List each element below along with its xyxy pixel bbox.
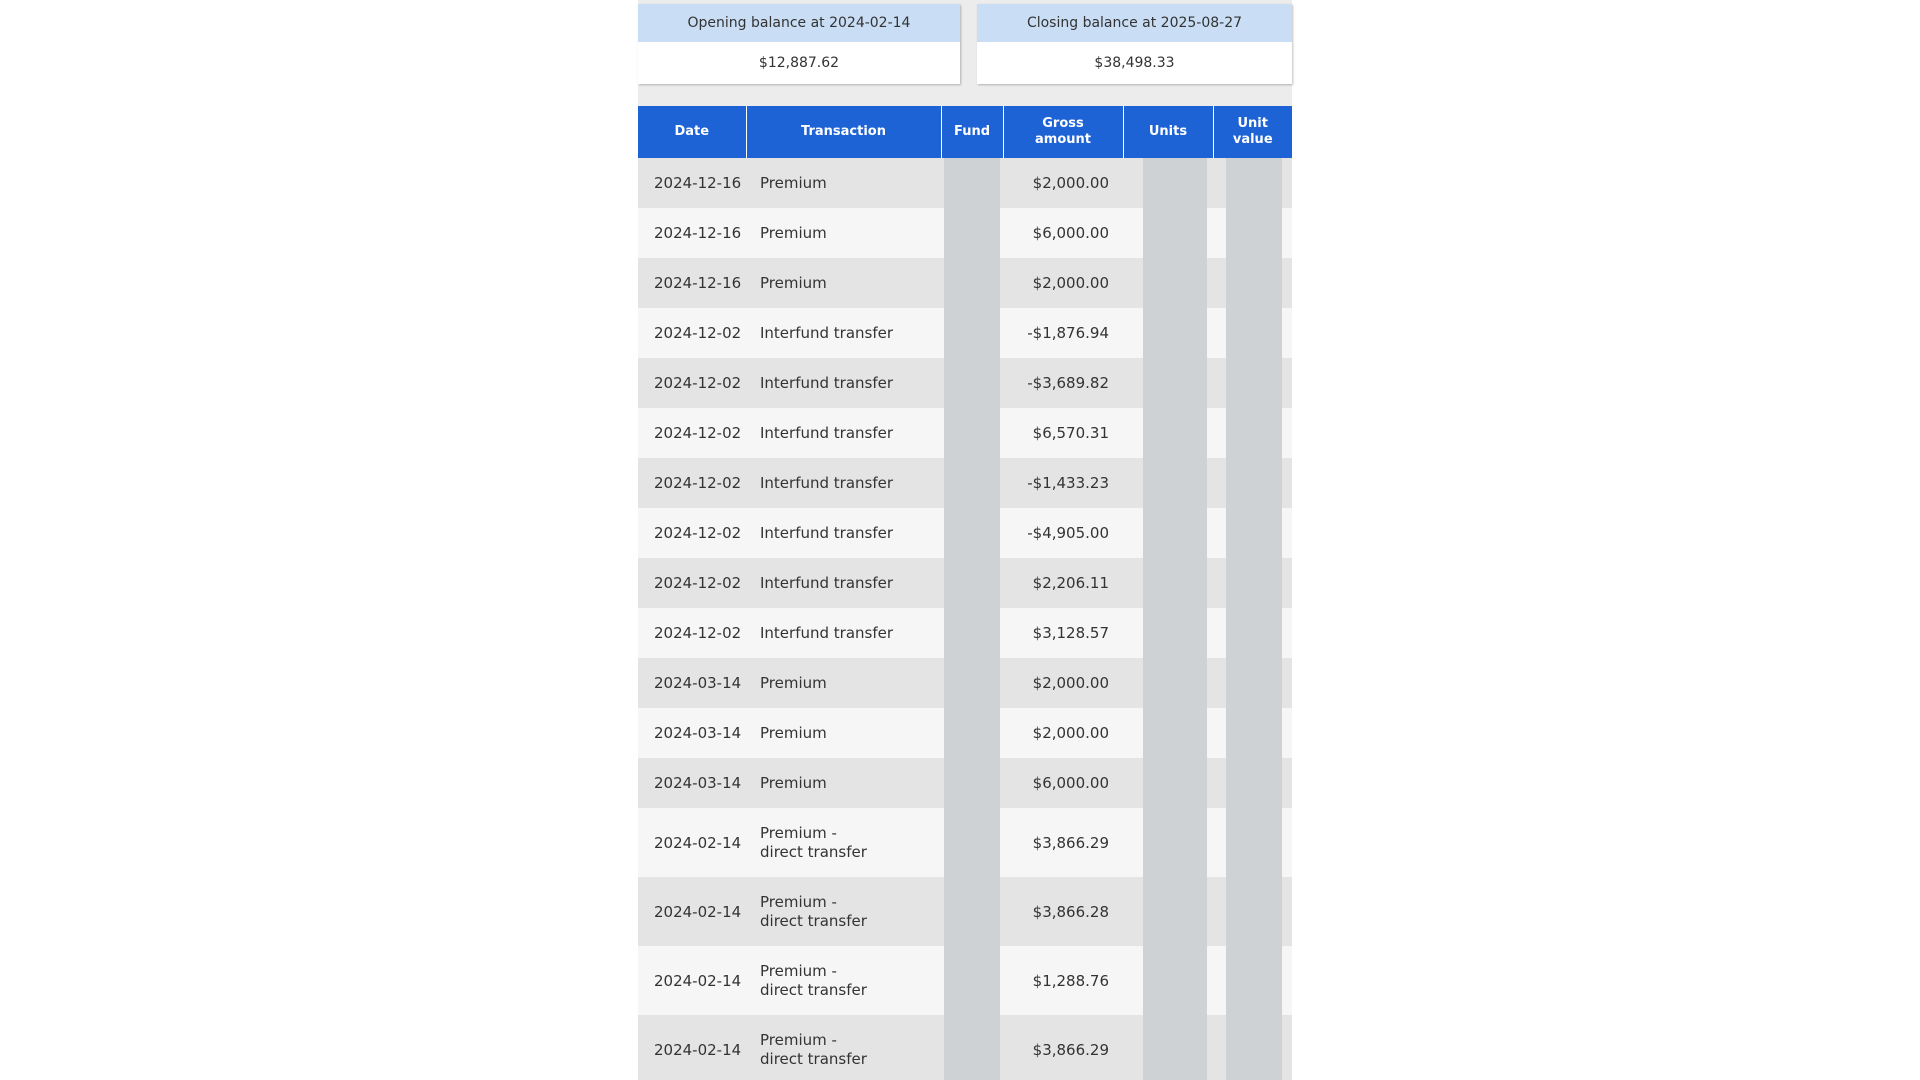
redaction-block (1226, 708, 1282, 758)
cell-fund-redacted (941, 358, 1003, 408)
cell-gross-amount: $1,288.76 (1003, 946, 1123, 1015)
cell-unit-value-redacted (1213, 946, 1292, 1015)
cell-date: 2024-03-14 (638, 708, 746, 758)
cell-date: 2024-02-14 (638, 877, 746, 946)
table-row (638, 946, 1292, 1015)
closing-balance-label: Closing balance at 2025-08-27 (977, 4, 1292, 42)
table-row (638, 708, 1292, 758)
redaction-block (1143, 708, 1207, 758)
cell-transaction: Premium (746, 208, 941, 258)
cell-fund-redacted (941, 758, 1003, 808)
cell-gross-amount: $2,000.00 (1003, 708, 1123, 758)
cell-units-redacted (1123, 258, 1213, 308)
cell-units-redacted (1123, 358, 1213, 408)
cell-date: 2024-03-14 (638, 658, 746, 708)
redaction-block (1226, 458, 1282, 508)
cell-units-redacted (1123, 158, 1213, 208)
cell-units-redacted (1123, 608, 1213, 658)
cell-gross-amount: $3,866.28 (1003, 877, 1123, 946)
table-row (638, 358, 1292, 408)
cell-fund-redacted (941, 508, 1003, 558)
redaction-block (1143, 158, 1207, 208)
redaction-block (1143, 558, 1207, 608)
cell-date: 2024-12-02 (638, 508, 746, 558)
redaction-block (1143, 946, 1207, 1015)
redaction-block (944, 758, 1000, 808)
column-header-unit-value[interactable]: Unit value (1213, 106, 1292, 158)
column-header-date[interactable]: Date (638, 106, 746, 158)
cell-date: 2024-12-02 (638, 608, 746, 658)
redaction-block (1226, 408, 1282, 458)
cell-transaction: Interfund transfer (746, 358, 941, 408)
redaction-block (944, 508, 1000, 558)
cell-transaction: Interfund transfer (746, 508, 941, 558)
redaction-block (1226, 758, 1282, 808)
cell-transaction: Premium - direct transfer (746, 1015, 941, 1080)
cell-fund-redacted (941, 558, 1003, 608)
cell-transaction: Interfund transfer (746, 458, 941, 508)
cell-gross-amount: $3,866.29 (1003, 808, 1123, 877)
redaction-block (1226, 608, 1282, 658)
cell-date: 2024-02-14 (638, 1015, 746, 1080)
cell-unit-value-redacted (1213, 608, 1292, 658)
cell-fund-redacted (941, 1015, 1003, 1080)
table-row (638, 308, 1292, 358)
cell-date: 2024-12-16 (638, 158, 746, 208)
cell-date: 2024-02-14 (638, 808, 746, 877)
table-row (638, 658, 1292, 708)
redaction-block (1226, 658, 1282, 708)
redaction-block (1143, 408, 1207, 458)
redaction-block (944, 208, 1000, 258)
cell-units-redacted (1123, 558, 1213, 608)
table-header-row (638, 106, 1292, 158)
opening-balance-label: Opening balance at 2024-02-14 (638, 4, 960, 42)
redaction-block (944, 658, 1000, 708)
cell-unit-value-redacted (1213, 208, 1292, 258)
cell-transaction: Premium - direct transfer (746, 946, 941, 1015)
cell-fund-redacted (941, 208, 1003, 258)
cell-transaction: Interfund transfer (746, 558, 941, 608)
table-row (638, 158, 1292, 208)
table-row (638, 877, 1292, 946)
cell-date: 2024-12-02 (638, 358, 746, 408)
cell-unit-value-redacted (1213, 658, 1292, 708)
cell-units-redacted (1123, 1015, 1213, 1080)
redaction-block (1143, 1015, 1207, 1080)
cell-fund-redacted (941, 658, 1003, 708)
table-row (638, 408, 1292, 458)
cell-gross-amount: -$1,433.23 (1003, 458, 1123, 508)
cell-unit-value-redacted (1213, 408, 1292, 458)
cell-transaction: Interfund transfer (746, 408, 941, 458)
redaction-block (1143, 308, 1207, 358)
redaction-block (1226, 258, 1282, 308)
cell-fund-redacted (941, 258, 1003, 308)
cell-units-redacted (1123, 458, 1213, 508)
redaction-block (944, 877, 1000, 946)
cell-units-redacted (1123, 658, 1213, 708)
cell-unit-value-redacted (1213, 877, 1292, 946)
cell-gross-amount: $2,000.00 (1003, 258, 1123, 308)
transactions-table-body (638, 158, 1292, 1080)
cell-gross-amount: -$1,876.94 (1003, 308, 1123, 358)
redaction-block (1226, 358, 1282, 408)
opening-balance-amount: $12,887.62 (758, 55, 840, 71)
redaction-block (1226, 808, 1282, 877)
redaction-block (1143, 258, 1207, 308)
redaction-block (1143, 808, 1207, 877)
table-row (638, 808, 1292, 877)
cell-date: 2024-12-16 (638, 208, 746, 258)
cell-unit-value-redacted (1213, 558, 1292, 608)
table-row (638, 1015, 1292, 1080)
cell-transaction: Premium (746, 708, 941, 758)
redaction-block (944, 358, 1000, 408)
table-row (638, 558, 1292, 608)
cell-transaction: Premium (746, 158, 941, 208)
column-header-transaction[interactable]: Transaction (746, 106, 941, 158)
cell-transaction: Premium (746, 758, 941, 808)
cell-date: 2024-02-14 (638, 946, 746, 1015)
cell-units-redacted (1123, 877, 1213, 946)
redaction-block (1143, 208, 1207, 258)
closing-balance-amount: $38,498.33 (1094, 55, 1175, 71)
redaction-block (1226, 308, 1282, 358)
cell-fund-redacted (941, 408, 1003, 458)
redaction-block (944, 258, 1000, 308)
redaction-block (1143, 877, 1207, 946)
redaction-block (1226, 158, 1282, 208)
cell-unit-value-redacted (1213, 458, 1292, 508)
cell-transaction: Premium (746, 658, 941, 708)
redaction-block (944, 408, 1000, 458)
redaction-block (1226, 946, 1282, 1015)
table-row (638, 608, 1292, 658)
cell-units-redacted (1123, 708, 1213, 758)
cell-gross-amount: $2,000.00 (1003, 158, 1123, 208)
cell-unit-value-redacted (1213, 708, 1292, 758)
cell-fund-redacted (941, 158, 1003, 208)
cell-fund-redacted (941, 877, 1003, 946)
cell-gross-amount: -$3,689.82 (1003, 358, 1123, 408)
cell-gross-amount: $6,000.00 (1003, 758, 1123, 808)
cell-unit-value-redacted (1213, 808, 1292, 877)
cell-units-redacted (1123, 946, 1213, 1015)
redaction-block (1226, 208, 1282, 258)
redaction-block (944, 458, 1000, 508)
column-header-units[interactable]: Units (1123, 106, 1213, 158)
redaction-block (1143, 658, 1207, 708)
redaction-block (1226, 877, 1282, 946)
table-row (638, 208, 1292, 258)
cell-gross-amount: $2,000.00 (1003, 658, 1123, 708)
cell-gross-amount: $6,000.00 (1003, 208, 1123, 258)
cell-unit-value-redacted (1213, 1015, 1292, 1080)
table-row (638, 758, 1292, 808)
cell-units-redacted (1123, 808, 1213, 877)
redaction-block (944, 808, 1000, 877)
cell-date: 2024-12-02 (638, 408, 746, 458)
redaction-block (1143, 458, 1207, 508)
cell-transaction: Premium (746, 258, 941, 308)
cell-transaction: Interfund transfer (746, 608, 941, 658)
redaction-block (944, 308, 1000, 358)
cell-fund-redacted (941, 808, 1003, 877)
redaction-block (944, 1015, 1000, 1080)
cell-fund-redacted (941, 308, 1003, 358)
redaction-block (1226, 558, 1282, 608)
cell-fund-redacted (941, 608, 1003, 658)
redaction-block (944, 158, 1000, 208)
opening-balance-card (638, 4, 960, 84)
table-row (638, 258, 1292, 308)
table-row (638, 508, 1292, 558)
cell-date: 2024-12-16 (638, 258, 746, 308)
redaction-block (944, 608, 1000, 658)
cell-fund-redacted (941, 946, 1003, 1015)
redaction-block (1143, 608, 1207, 658)
cell-gross-amount: -$4,905.00 (1003, 508, 1123, 558)
cell-units-redacted (1123, 308, 1213, 358)
column-header-gross-amount[interactable]: Gross amount (1003, 106, 1123, 158)
cell-date: 2024-12-02 (638, 458, 746, 508)
cell-gross-amount: $3,128.57 (1003, 608, 1123, 658)
cell-unit-value-redacted (1213, 758, 1292, 808)
cell-gross-amount: $2,206.11 (1003, 558, 1123, 608)
cell-unit-value-redacted (1213, 308, 1292, 358)
closing-balance-card (977, 4, 1292, 84)
redaction-block (944, 708, 1000, 758)
redaction-block (1226, 1015, 1282, 1080)
redaction-block (1143, 758, 1207, 808)
cell-date: 2024-03-14 (638, 758, 746, 808)
table-row (638, 458, 1292, 508)
cell-unit-value-redacted (1213, 508, 1292, 558)
cell-unit-value-redacted (1213, 158, 1292, 208)
cell-unit-value-redacted (1213, 358, 1292, 408)
cell-units-redacted (1123, 758, 1213, 808)
cell-date: 2024-12-02 (638, 558, 746, 608)
cell-fund-redacted (941, 708, 1003, 758)
cell-unit-value-redacted (1213, 258, 1292, 308)
redaction-block (944, 558, 1000, 608)
cell-fund-redacted (941, 458, 1003, 508)
cell-transaction: Premium - direct transfer (746, 877, 941, 946)
cell-units-redacted (1123, 508, 1213, 558)
redaction-block (1143, 508, 1207, 558)
transactions-table (638, 106, 1292, 1080)
redaction-block (944, 946, 1000, 1015)
cell-transaction: Premium - direct transfer (746, 808, 941, 877)
cell-gross-amount: $6,570.31 (1003, 408, 1123, 458)
cell-date: 2024-12-02 (638, 308, 746, 358)
cell-units-redacted (1123, 208, 1213, 258)
column-header-fund[interactable]: Fund (941, 106, 1003, 158)
redaction-block (1226, 508, 1282, 558)
redaction-block (1143, 358, 1207, 408)
cell-units-redacted (1123, 408, 1213, 458)
cell-gross-amount: $3,866.29 (1003, 1015, 1123, 1080)
cell-transaction: Interfund transfer (746, 308, 941, 358)
